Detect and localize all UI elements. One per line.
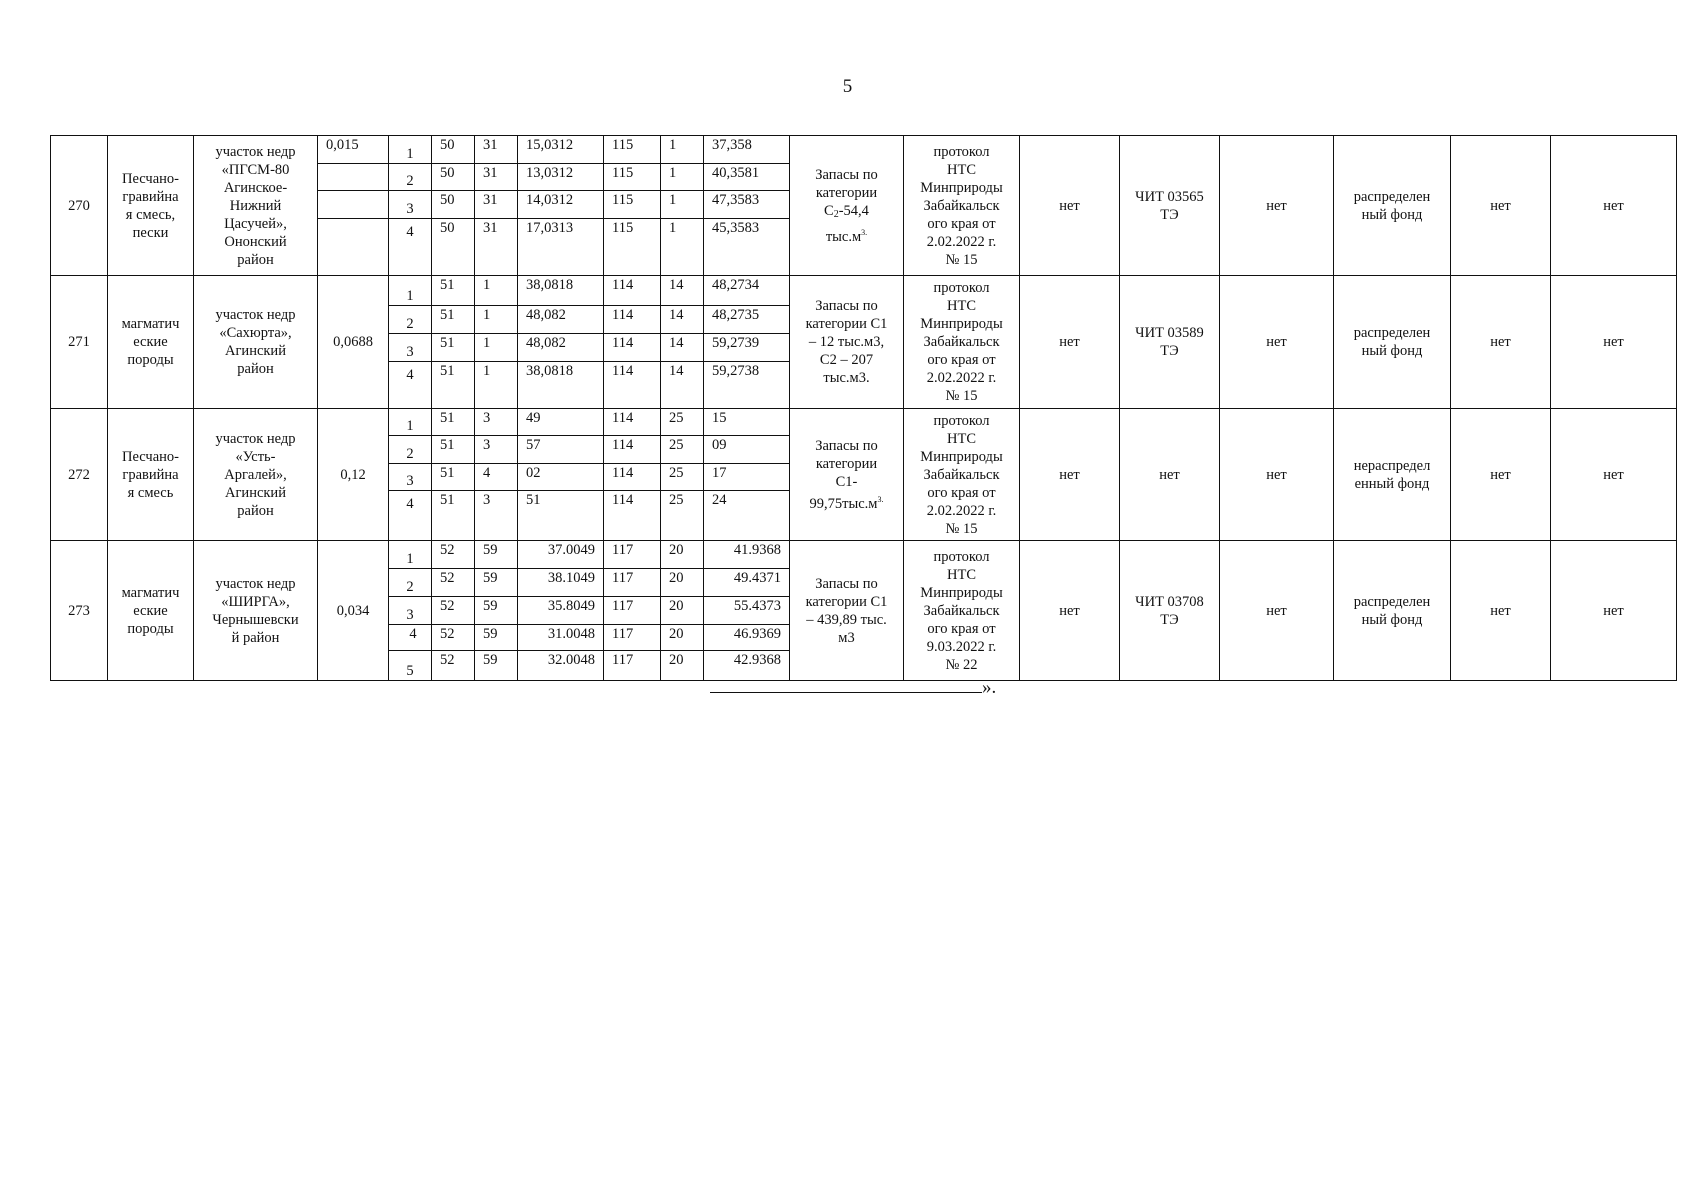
lat-sec: 15,0312 bbox=[518, 136, 604, 164]
reserves: Запасы по категории С1- $99,75тыс.м^{3.}$ bbox=[790, 409, 904, 541]
closing-quote: ». bbox=[982, 677, 997, 698]
signature-underline bbox=[710, 678, 982, 693]
area-value: 0,12 bbox=[318, 409, 389, 541]
lon-deg: 115 bbox=[604, 164, 661, 191]
site-name: участок недр «ШИРГА», Чернышевски й район bbox=[194, 541, 318, 681]
page-number: 5 bbox=[842, 76, 853, 97]
license-number: ЧИТ 03565 ТЭ bbox=[1120, 136, 1220, 276]
lat-min: 59 bbox=[475, 597, 518, 625]
lat-deg: 51 bbox=[432, 436, 475, 464]
lon-sec: 48,2735 bbox=[704, 306, 790, 334]
lon-deg: 114 bbox=[604, 436, 661, 464]
lon-sec: 59,2738 bbox=[704, 362, 790, 409]
lon-min: 1 bbox=[661, 136, 704, 164]
value-net: нет bbox=[1220, 409, 1334, 541]
lon-sec: 17 bbox=[704, 464, 790, 491]
license-number: ЧИТ 03708 ТЭ bbox=[1120, 541, 1220, 681]
value-net: нет bbox=[1220, 136, 1334, 276]
lat-deg: 51 bbox=[432, 334, 475, 362]
lat-sec: 48,082 bbox=[518, 306, 604, 334]
lon-min: 20 bbox=[661, 625, 704, 651]
lon-deg: 117 bbox=[604, 625, 661, 651]
point-number: 3 bbox=[389, 191, 432, 219]
point-number: 3 bbox=[389, 464, 432, 491]
lat-deg: 50 bbox=[432, 191, 475, 219]
lat-deg: 50 bbox=[432, 219, 475, 276]
fund-status: распределен ный фонд bbox=[1334, 541, 1451, 681]
lon-deg: 114 bbox=[604, 276, 661, 306]
protocol: протокол НТС Минприроды Забайкальск ого края от 9.03.2022 г. № 22 bbox=[904, 541, 1020, 681]
lat-sec: 32.0048 bbox=[518, 651, 604, 681]
lon-min: 25 bbox=[661, 464, 704, 491]
lat-min: 1 bbox=[475, 276, 518, 306]
lat-deg: 51 bbox=[432, 491, 475, 541]
point-number: 4 bbox=[389, 362, 432, 409]
lon-min: 14 bbox=[661, 362, 704, 409]
lon-deg: 117 bbox=[604, 569, 661, 597]
value-net: нет bbox=[1551, 136, 1677, 276]
lon-deg: 114 bbox=[604, 409, 661, 436]
lon-min: 25 bbox=[661, 491, 704, 541]
lon-sec: 24 bbox=[704, 491, 790, 541]
lat-deg: 50 bbox=[432, 164, 475, 191]
lat-min: 1 bbox=[475, 306, 518, 334]
value-net: нет bbox=[1020, 136, 1120, 276]
lat-min: 1 bbox=[475, 334, 518, 362]
value-net: нет bbox=[1020, 541, 1120, 681]
lat-sec: 14,0312 bbox=[518, 191, 604, 219]
lat-sec: 38.1049 bbox=[518, 569, 604, 597]
lat-min: 31 bbox=[475, 191, 518, 219]
point-number: 3 bbox=[389, 334, 432, 362]
lon-min: 14 bbox=[661, 334, 704, 362]
lat-min: 59 bbox=[475, 569, 518, 597]
license-number: нет bbox=[1120, 409, 1220, 541]
lat-deg: 51 bbox=[432, 362, 475, 409]
lon-deg: 115 bbox=[604, 191, 661, 219]
license-number: ЧИТ 03589 ТЭ bbox=[1120, 276, 1220, 409]
area-value: 0,034 bbox=[318, 541, 389, 681]
value-net: нет bbox=[1451, 136, 1551, 276]
lat-sec: 48,082 bbox=[518, 334, 604, 362]
lon-min: 20 bbox=[661, 597, 704, 625]
table-row bbox=[51, 136, 1677, 164]
area-value: 0,015 bbox=[318, 136, 389, 164]
lon-deg: 114 bbox=[604, 491, 661, 541]
lat-deg: 52 bbox=[432, 625, 475, 651]
lat-sec: 51 bbox=[518, 491, 604, 541]
lon-min: 14 bbox=[661, 306, 704, 334]
lon-deg: 117 bbox=[604, 597, 661, 625]
point-number: 4 bbox=[389, 491, 432, 541]
row-number: 272 bbox=[51, 409, 108, 541]
value-net: нет bbox=[1220, 276, 1334, 409]
protocol: протокол НТС Минприроды Забайкальск ого края от 2.02.2022 г. № 15 bbox=[904, 136, 1020, 276]
value-net: нет bbox=[1451, 541, 1551, 681]
reserves: Запасы по категории С1 – 439,89 тыс. м3 bbox=[790, 541, 904, 681]
point-number: 1 bbox=[389, 136, 432, 164]
lat-min: 59 bbox=[475, 625, 518, 651]
lon-min: 14 bbox=[661, 276, 704, 306]
lon-min: 20 bbox=[661, 541, 704, 569]
lon-deg: 114 bbox=[604, 464, 661, 491]
lon-min: 1 bbox=[661, 219, 704, 276]
lat-min: 3 bbox=[475, 491, 518, 541]
lon-sec: 42.9368 bbox=[704, 651, 790, 681]
lon-sec: 15 bbox=[704, 409, 790, 436]
subsoil-registry-table bbox=[50, 135, 1677, 681]
point-number: 2 bbox=[389, 569, 432, 597]
lat-sec: 31.0048 bbox=[518, 625, 604, 651]
lon-sec: 09 bbox=[704, 436, 790, 464]
lon-min: 20 bbox=[661, 651, 704, 681]
mineral-type: Песчано- гравийна я смесь, пески bbox=[108, 136, 194, 276]
lat-min: 31 bbox=[475, 219, 518, 276]
lat-min: 3 bbox=[475, 409, 518, 436]
lat-sec: 38,0818 bbox=[518, 362, 604, 409]
lon-min: 25 bbox=[661, 436, 704, 464]
lat-deg: 52 bbox=[432, 597, 475, 625]
lat-min: 3 bbox=[475, 436, 518, 464]
row-number: 270 bbox=[51, 136, 108, 276]
value-net: нет bbox=[1451, 276, 1551, 409]
value-net: нет bbox=[1020, 409, 1120, 541]
area-value: 0,0688 bbox=[318, 276, 389, 409]
lon-sec: 49.4371 bbox=[704, 569, 790, 597]
site-name: участок недр «ПГСМ-80 Агинское- Нижний Цасучей», Ононский район bbox=[194, 136, 318, 276]
lon-deg: 114 bbox=[604, 334, 661, 362]
lon-min: 1 bbox=[661, 191, 704, 219]
fund-status: распределен ный фонд bbox=[1334, 276, 1451, 409]
point-number: 2 bbox=[389, 164, 432, 191]
lat-min: 59 bbox=[475, 651, 518, 681]
point-number: 2 bbox=[389, 306, 432, 334]
lon-sec: 46.9369 bbox=[704, 625, 790, 651]
point-number: 1 bbox=[389, 409, 432, 436]
lon-deg: 115 bbox=[604, 219, 661, 276]
row-number: 271 bbox=[51, 276, 108, 409]
reserves: Запасы по категории С1 – 12 тыс.м3, С2 – 207 тыс.м3. bbox=[790, 276, 904, 409]
mineral-type: магматич еские породы bbox=[108, 276, 194, 409]
lat-sec: 57 bbox=[518, 436, 604, 464]
value-net: нет bbox=[1220, 541, 1334, 681]
lat-deg: 52 bbox=[432, 541, 475, 569]
point-number: 2 bbox=[389, 436, 432, 464]
lat-min: 1 bbox=[475, 362, 518, 409]
value-net: нет bbox=[1551, 409, 1677, 541]
lat-sec: 17,0313 bbox=[518, 219, 604, 276]
lon-deg: 117 bbox=[604, 651, 661, 681]
fund-status: распределен ный фонд bbox=[1334, 136, 1451, 276]
point-number: 4 bbox=[389, 625, 432, 651]
row-number: 273 bbox=[51, 541, 108, 681]
lat-deg: 50 bbox=[432, 136, 475, 164]
fund-status: нераспредел енный фонд bbox=[1334, 409, 1451, 541]
lon-min: 25 bbox=[661, 409, 704, 436]
lat-min: 59 bbox=[475, 541, 518, 569]
lat-deg: 51 bbox=[432, 306, 475, 334]
lat-sec: 35.8049 bbox=[518, 597, 604, 625]
lat-deg: 51 bbox=[432, 464, 475, 491]
area-empty bbox=[318, 219, 389, 276]
value-net: нет bbox=[1020, 276, 1120, 409]
lat-deg: 51 bbox=[432, 409, 475, 436]
lat-sec: 49 bbox=[518, 409, 604, 436]
lon-deg: 117 bbox=[604, 541, 661, 569]
protocol: протокол НТС Минприроды Забайкальск ого края от 2.02.2022 г. № 15 bbox=[904, 409, 1020, 541]
value-net: нет bbox=[1451, 409, 1551, 541]
lat-deg: 52 bbox=[432, 569, 475, 597]
lon-sec: 59,2739 bbox=[704, 334, 790, 362]
lat-min: 31 bbox=[475, 164, 518, 191]
table-body bbox=[51, 136, 1677, 681]
lon-sec: 47,3583 bbox=[704, 191, 790, 219]
lon-deg: 114 bbox=[604, 362, 661, 409]
lon-sec: 41.9368 bbox=[704, 541, 790, 569]
point-number: 1 bbox=[389, 541, 432, 569]
site-name: участок недр «Усть- Аргалей», Агинский район bbox=[194, 409, 318, 541]
lat-sec: 02 bbox=[518, 464, 604, 491]
lon-deg: 115 bbox=[604, 136, 661, 164]
lon-sec: 48,2734 bbox=[704, 276, 790, 306]
lon-sec: 40,3581 bbox=[704, 164, 790, 191]
protocol: протокол НТС Минприроды Забайкальск ого края от 2.02.2022 г. № 15 bbox=[904, 276, 1020, 409]
point-number: 3 bbox=[389, 597, 432, 625]
lon-sec: 37,358 bbox=[704, 136, 790, 164]
lon-sec: 55.4373 bbox=[704, 597, 790, 625]
area-empty bbox=[318, 191, 389, 219]
lon-min: 20 bbox=[661, 569, 704, 597]
point-number: 4 bbox=[389, 219, 432, 276]
point-number: 1 bbox=[389, 276, 432, 306]
value-net: нет bbox=[1551, 276, 1677, 409]
reserves: Запасы по категории $С_2-54,4$ $тыс.м^{3.}$ bbox=[790, 136, 904, 276]
area-empty bbox=[318, 164, 389, 191]
lat-deg: 51 bbox=[432, 276, 475, 306]
lon-deg: 114 bbox=[604, 306, 661, 334]
mineral-type: Песчано- гравийна я смесь bbox=[108, 409, 194, 541]
lat-sec: 38,0818 bbox=[518, 276, 604, 306]
table-row bbox=[51, 409, 1677, 436]
lat-deg: 52 bbox=[432, 651, 475, 681]
lat-sec: 13,0312 bbox=[518, 164, 604, 191]
value-net: нет bbox=[1551, 541, 1677, 681]
site-name: участок недр «Сахюрта», Агинский район bbox=[194, 276, 318, 409]
lat-min: 4 bbox=[475, 464, 518, 491]
table-row bbox=[51, 541, 1677, 569]
point-number: 5 bbox=[389, 651, 432, 681]
lon-sec: 45,3583 bbox=[704, 219, 790, 276]
table-row bbox=[51, 276, 1677, 306]
closing-line bbox=[710, 677, 996, 699]
lon-min: 1 bbox=[661, 164, 704, 191]
lat-min: 31 bbox=[475, 136, 518, 164]
mineral-type: магматич еские породы bbox=[108, 541, 194, 681]
lat-sec: 37.0049 bbox=[518, 541, 604, 569]
